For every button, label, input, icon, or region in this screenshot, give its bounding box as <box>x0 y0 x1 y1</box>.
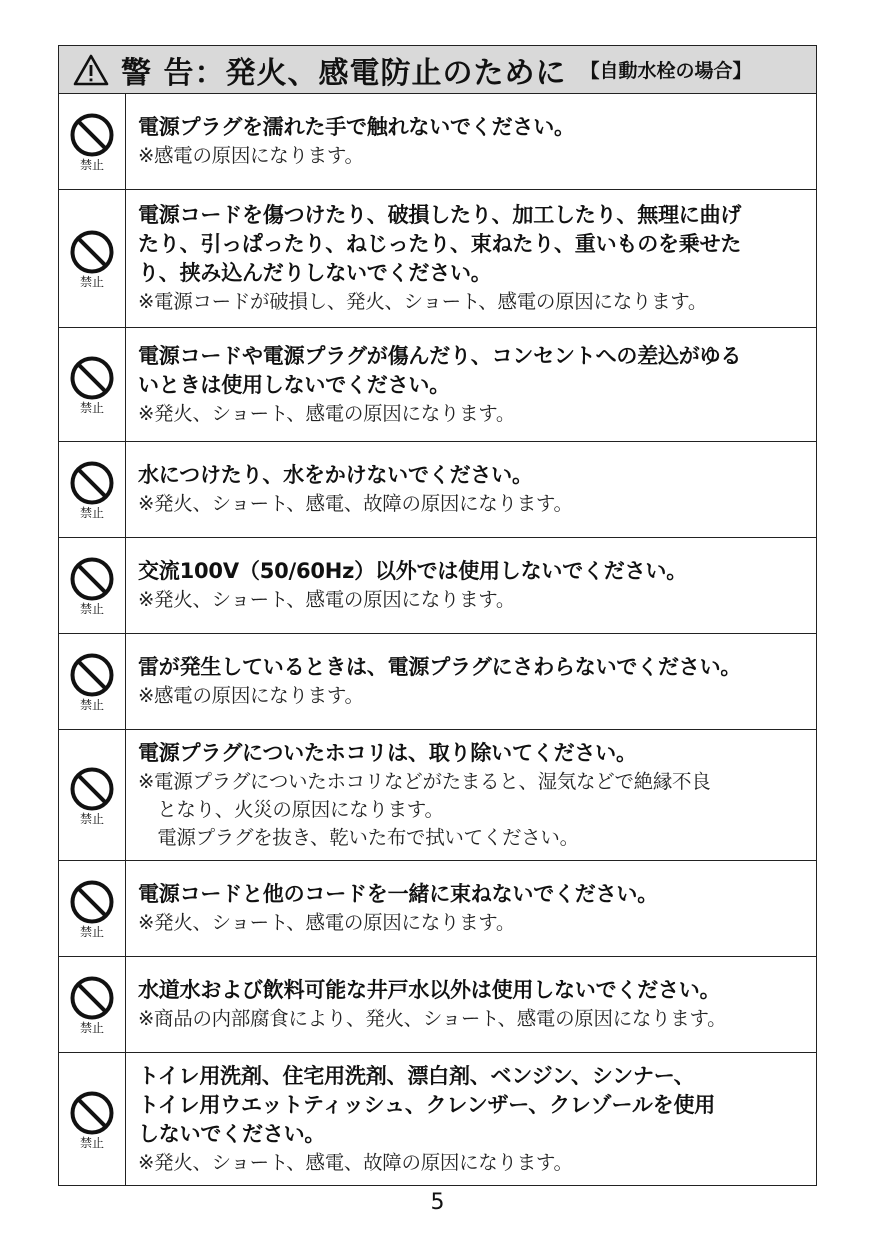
warning-text <box>126 957 816 1052</box>
warning-main-text: 雷が発生しているときは、電源プラグにさわらないでください。 <box>138 655 742 679</box>
warning-row <box>59 730 816 861</box>
prohibition-cell <box>59 957 126 1052</box>
warning-row <box>59 328 816 442</box>
prohibition-label: 禁止 <box>79 811 104 826</box>
warning-text <box>126 190 816 327</box>
warning-row <box>59 442 816 538</box>
prohibition-label: 禁止 <box>79 1135 104 1150</box>
warning-note-text: ※感電の原因になります。 <box>138 144 364 167</box>
warning-text <box>126 328 816 441</box>
warning-row <box>59 861 816 957</box>
warning-main-text: 水につけたり、水をかけないでください。 <box>138 463 533 487</box>
prohibition-label: 禁止 <box>79 1021 104 1035</box>
warning-note-text: ※発火、ショート、感電の原因になります。 <box>138 588 516 611</box>
warning-text <box>126 1053 816 1185</box>
warning-note-text: ※発火、ショート、感電の原因になります。 <box>138 911 516 934</box>
warning-main-text: トイレ用洗剤、住宅用洗剤、漂白剤、ベンジン、シンナー、 トイレ用ウエットティッシュ、クレンザー、クレゾールを使用 しないでください。 <box>138 1063 716 1146</box>
prohibition-label: 禁止 <box>79 158 104 172</box>
warning-subtitle: 【自動水栓の場合】 <box>580 60 752 82</box>
prohibition-cell <box>59 94 126 189</box>
prohibition-icon <box>69 975 115 1021</box>
warning-main-text: 電源プラグを濡れた手で触れないでください。 <box>138 115 575 139</box>
warning-note-text: ※発火、ショート、感電、故障の原因になります。 <box>138 492 573 515</box>
warning-header <box>59 46 816 94</box>
warning-row <box>59 94 816 190</box>
warning-triangle-icon <box>73 54 109 86</box>
warning-main-text: 電源コードと他のコードを一緒に束ねないでください。 <box>138 882 658 906</box>
warning-note-text: ※電源プラグについたホコリなどがたまると、湿気などで絶縁不良 となり、火災の原因になります。 電源プラグを抜き、乾いた布で拭いてください。 <box>138 769 711 849</box>
prohibition-cell <box>59 442 126 537</box>
prohibition-cell <box>59 538 126 633</box>
warning-text <box>126 538 816 633</box>
prohibition-label: 禁止 <box>79 275 104 289</box>
prohibition-icon <box>69 355 115 401</box>
prohibition-icon <box>69 556 115 602</box>
warning-title: 警 告：発火、感電防止のために <box>121 55 567 91</box>
warning-box <box>58 45 817 1186</box>
warning-row <box>59 634 816 730</box>
prohibition-label: 禁止 <box>79 401 104 415</box>
warning-note-text: ※商品の内部腐食により、発火、ショート、感電の原因になります。 <box>138 1007 727 1030</box>
warning-row <box>59 1053 816 1185</box>
prohibition-icon <box>69 652 115 698</box>
prohibition-icon <box>69 112 115 158</box>
warning-row <box>59 538 816 634</box>
prohibition-icon <box>69 766 115 812</box>
prohibition-cell <box>59 1053 126 1185</box>
prohibition-label: 禁止 <box>79 925 104 939</box>
warning-note-text: ※感電の原因になります。 <box>138 684 364 707</box>
prohibition-icon <box>69 229 115 275</box>
prohibition-label: 禁止 <box>79 698 104 712</box>
prohibition-cell <box>59 634 126 729</box>
warning-note-text: ※発火、ショート、感電、故障の原因になります。 <box>138 1150 573 1174</box>
warning-main-text: 水道水および飲料可能な井戸水以外は使用しないでください。 <box>138 978 721 1002</box>
prohibition-cell <box>59 861 126 956</box>
prohibition-label: 禁止 <box>79 506 104 520</box>
prohibition-icon <box>69 879 115 925</box>
prohibition-label: 禁止 <box>79 602 104 616</box>
page-number: 5 <box>430 1190 445 1215</box>
warning-text <box>126 94 816 189</box>
warning-main-text: 電源プラグについたホコリは、取り除いてください。 <box>138 740 637 765</box>
warning-row <box>59 190 816 328</box>
warning-text <box>126 634 816 729</box>
warning-row <box>59 957 816 1053</box>
warning-main-text: 電源コードや電源プラグが傷んだり、コンセントへの差込がゆる いときは使用しないでください。 <box>138 343 742 397</box>
warning-text <box>126 442 816 537</box>
prohibition-icon <box>69 460 115 506</box>
prohibition-cell <box>59 190 126 327</box>
prohibition-icon <box>69 1090 115 1136</box>
warning-text <box>126 861 816 956</box>
prohibition-cell <box>59 328 126 441</box>
warning-main-text: 交流100V（50/60Hz）以外では使用しないでください。 <box>138 559 688 583</box>
warning-note-text: ※電源コードが破損し、発火、ショート、感電の原因になります。 <box>138 290 708 313</box>
prohibition-cell <box>59 730 126 860</box>
warning-main-text: 電源コードを傷つけたり、破損したり、加工したり、無理に曲げ たり、引っぱったり、ねじったり、束ねたり、重いものを乗せた り、挟み込んだりしないでください。 <box>138 203 742 285</box>
warning-text <box>126 730 816 860</box>
warning-note-text: ※発火、ショート、感電の原因になります。 <box>138 401 516 425</box>
